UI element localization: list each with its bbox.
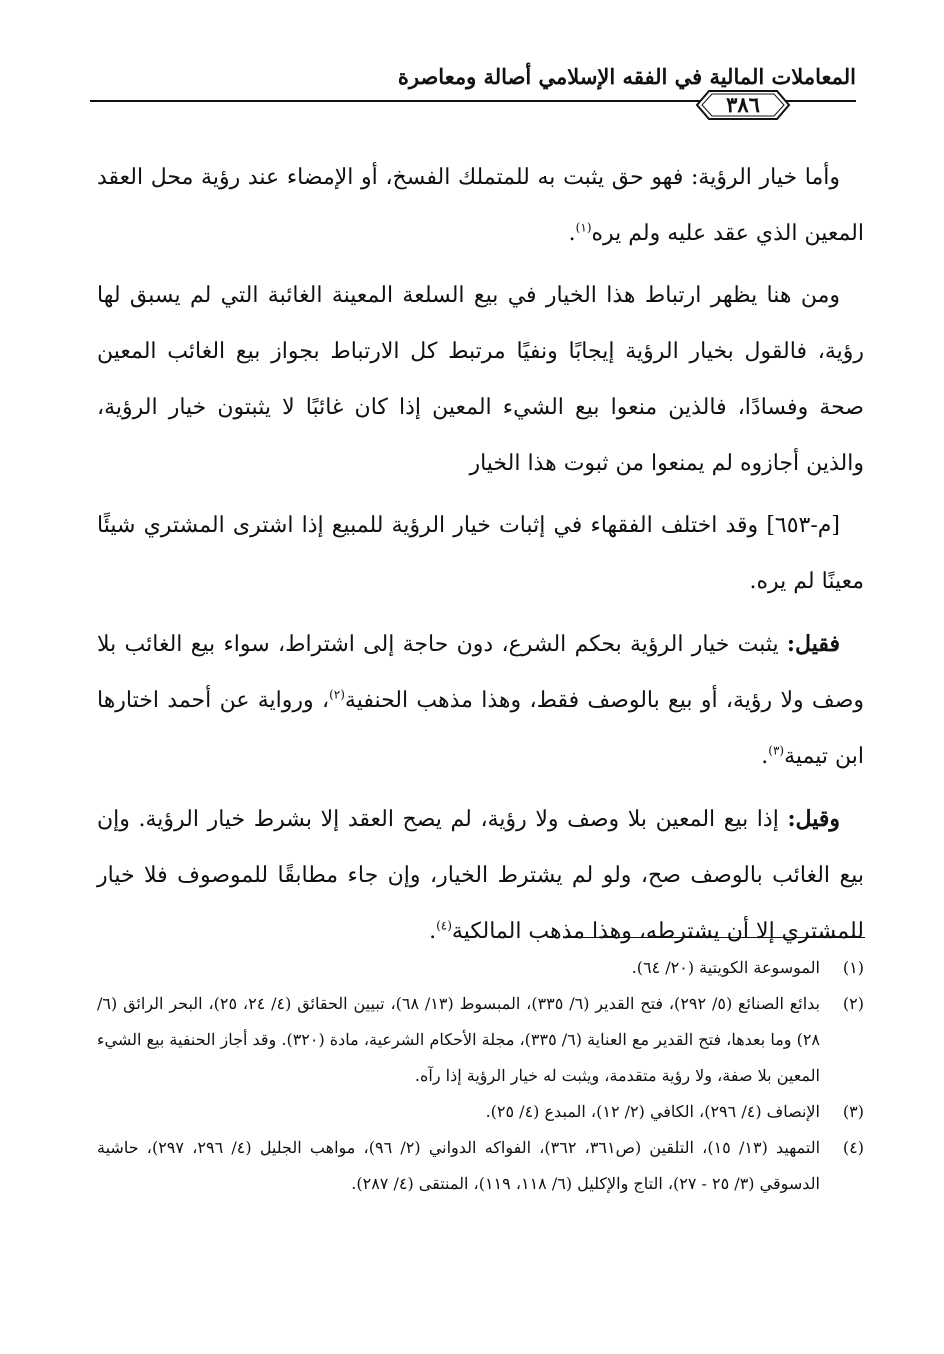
paragraph-text: إذا بيع المعين بلا وصف ولا رؤية، لم يصح العقد إلا بشرط خيار الرؤية. وإن بيع الغائب بالوصف صح، ولو لم يشترط الخيار، وإن جاء مطابقًا للموصوف فلا خيار للمشتري إلا أن يشترطه، وهذا مذهب المالكية xyxy=(97,807,864,944)
footnote-ref[interactable]: (٤) xyxy=(436,918,452,933)
paragraph-tail: . xyxy=(761,744,769,769)
footnote-item xyxy=(97,986,864,1094)
opinion-lead: وقيل: xyxy=(787,806,840,832)
footnote-separator xyxy=(565,937,865,938)
footnote-number: (٤) xyxy=(842,1138,864,1157)
paragraph-tail: . xyxy=(429,919,437,944)
footnote-text: بدائع الصنائع (٥/ ٢٩٢)، فتح القدير (٦/ ٣٣٥)، المبسوط (١٣/ ٦٨)، تبيين الحقائق (٤/ ٢٤، ٢٥)، البحر الرائق (٦/ ٢٨) وما بعدها، فتح القدير مع العناية (٦/ ٣٣٥)، مجلة الأحكام الشرعية، مادة (٣٢٠). وقد أجاز الحنفية بيع الشيء المعين بلا صفة، ولا رؤية متقدمة، ويثبت له خيار الرؤية إذا رآه. xyxy=(96,994,821,1085)
footnote-text: التمهيد (١٣/ ١٥)، التلقين (ص٣٦١، ٣٦٢)، الفواكه الدواني (٢/ ٩٦)، مواهب الجليل (٤/ ٢٩٦، ٢٩٧)، حاشية الدسوقي (٣/ ٢٥ - ٢٧)، التاج والإكليل (٦/ ١١٨، ١١٩)، المنتقى (٤/ ٢٨٧). xyxy=(97,1138,821,1193)
main-text xyxy=(97,150,864,966)
paragraph-tail: . xyxy=(568,221,576,246)
footnotes xyxy=(97,950,864,1202)
paragraph-khiyar-definition xyxy=(97,150,864,262)
paragraph-text: ومن هنا يظهر ارتباط هذا الخيار في بيع السلعة المعينة الغائبة التي لم يسبق لها رؤية، فالقول بخيار الرؤية إيجابًا ونفيًا مرتبط كل الارتباط بجواز بيع الغائب المعين صحة وفسادًا، فالذين منعوا بيع الشيء المعين إذا كان غائبًا لا يثبتون خيار الرؤية، والذين أجازوه لم يمنعوا من ثبوت هذا الخيار xyxy=(97,283,864,476)
paragraph-first-opinion xyxy=(97,616,864,785)
paragraph-text: وأما خيار الرؤية: فهو حق يثبت به للمتملك الفسخ، أو الإمضاء عند رؤية محل العقد المعين الذي عقد عليه ولم يره xyxy=(97,165,864,246)
page-number: ٣٨٦ xyxy=(726,92,760,117)
page-number-badge xyxy=(695,88,791,122)
footnote-item xyxy=(97,1094,864,1130)
paragraph-text: [م-٦٥٣] وقد اختلف الفقهاء في إثبات خيار الرؤية للمبيع إذا اشترى المشتري شيئًا معينًا لم يره. xyxy=(97,513,864,594)
paragraph-link-to-absent-sale xyxy=(97,268,864,492)
footnote-item xyxy=(97,950,864,986)
footnote-number: (١) xyxy=(842,958,864,977)
footnote-ref[interactable]: (١) xyxy=(575,220,592,235)
paragraph-second-opinion xyxy=(97,791,864,960)
paragraph-issue-653 xyxy=(97,498,864,610)
running-header-title: المعاملات المالية في الفقه الإسلامي أصالة ومعاصرة xyxy=(397,64,856,89)
footnote-item xyxy=(97,1130,864,1202)
footnote-text: الإنصاف (٤/ ٢٩٦)، الكافي (٢/ ١٢)، المبدع (٤/ ٢٥). xyxy=(485,1102,820,1121)
paragraph-tail: ، ورواية عن أحمد اختارها ابن تيمية xyxy=(97,688,864,769)
footnote-ref[interactable]: (٣) xyxy=(768,743,785,758)
opinion-lead: فقيل: xyxy=(786,631,840,657)
footnote-number: (٣) xyxy=(842,1102,864,1121)
footnote-text: الموسوعة الكويتية (٢٠/ ٦٤). xyxy=(631,958,820,977)
footnote-number: (٢) xyxy=(842,994,864,1013)
footnote-ref[interactable]: (٢) xyxy=(329,687,345,702)
paragraph-text: يثبت خيار الرؤية بحكم الشرع، دون حاجة إلى اشتراط، سواء بيع الغائب بلا وصف ولا رؤية، أو بيع بالوصف فقط، وهذا مذهب الحنفية xyxy=(97,632,865,713)
